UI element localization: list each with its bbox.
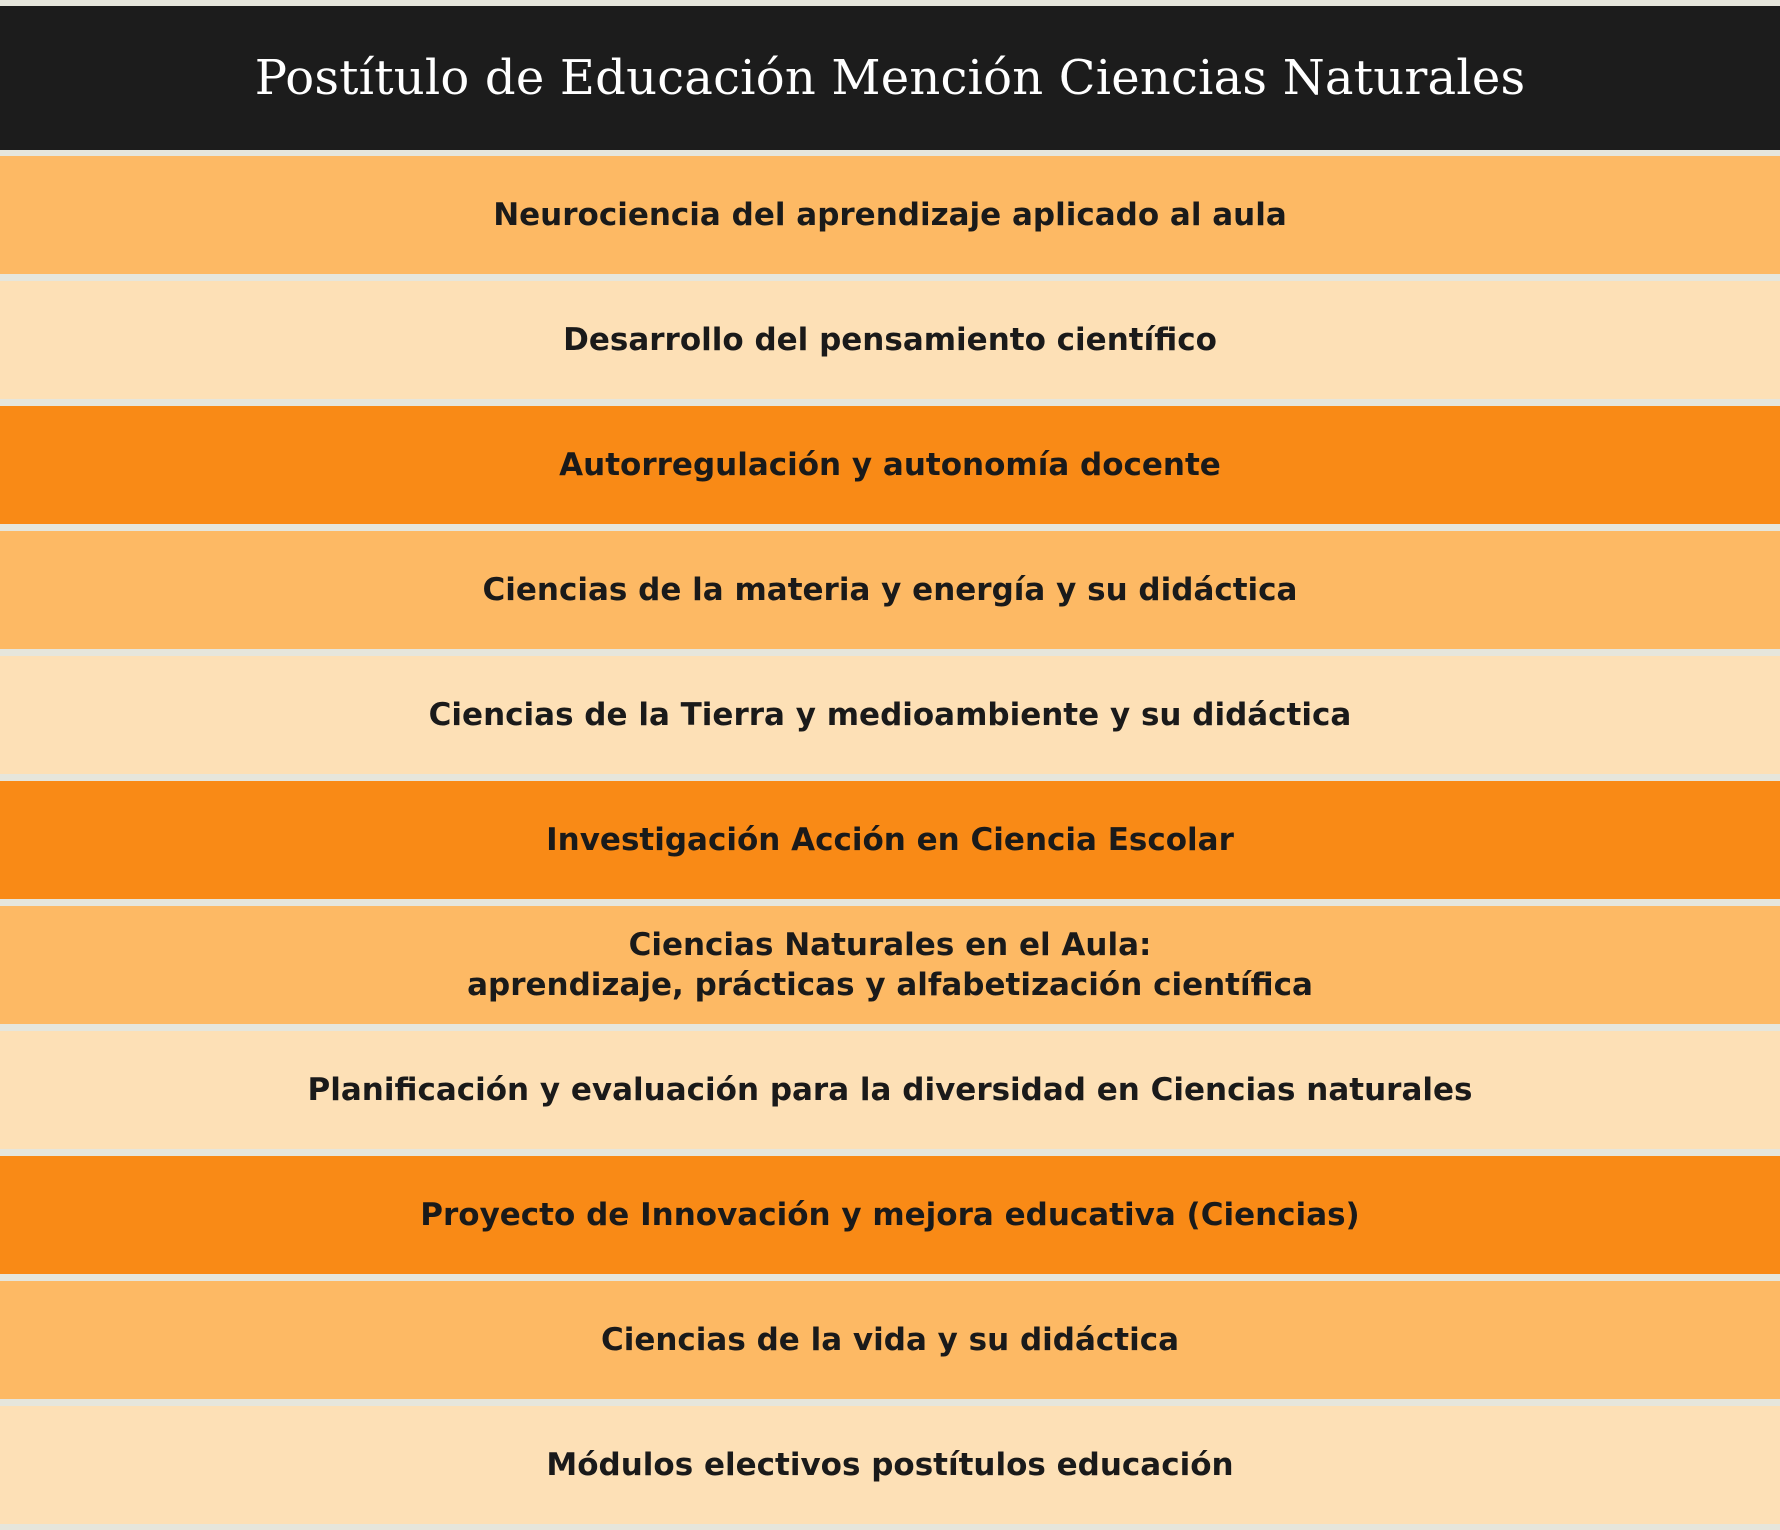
module-row-neurociencia[interactable] — [0, 156, 1780, 274]
module-label: Neurociencia del aprendizaje aplicado al aula — [493, 197, 1287, 233]
module-label: Investigación Acción en Ciencia Escolar — [546, 822, 1234, 858]
module-label: Autorregulación y autonomía docente — [559, 447, 1221, 483]
module-row-tierra-medioambiente[interactable] — [0, 656, 1780, 774]
module-row-planificacion-evaluacion[interactable] — [0, 1031, 1780, 1149]
module-row-autorregulacion[interactable] — [0, 406, 1780, 524]
module-label: Planificación y evaluación para la diversidad en Ciencias naturales — [307, 1072, 1473, 1108]
module-label: Ciencias de la Tierra y medioambiente y su didáctica — [428, 697, 1352, 733]
page-title: Postítulo de Educación Mención Ciencias Naturales — [254, 50, 1526, 106]
module-label: Ciencias de la materia y energía y su didáctica — [482, 572, 1298, 608]
page-header — [0, 6, 1780, 150]
module-row-materia-energia[interactable] — [0, 531, 1780, 649]
module-label: Desarrollo del pensamiento científico — [563, 322, 1217, 358]
module-label: Ciencias de la vida y su didáctica — [600, 1322, 1180, 1358]
module-list — [0, 156, 1780, 1530]
module-row-proyecto-innovacion[interactable] — [0, 1156, 1780, 1274]
module-row-ciencias-en-el-aula[interactable] — [0, 906, 1780, 1024]
module-label: Módulos electivos postítulos educación — [546, 1447, 1234, 1483]
module-row-pensamiento-cientifico[interactable] — [0, 281, 1780, 399]
module-row-investigacion-accion[interactable] — [0, 781, 1780, 899]
module-row-ciencias-de-la-vida[interactable] — [0, 1281, 1780, 1399]
module-label: Proyecto de Innovación y mejora educativa (Ciencias) — [420, 1197, 1360, 1233]
module-row-modulos-electivos[interactable] — [0, 1406, 1780, 1524]
module-label: Ciencias Naturales en el Aula: aprendizaje, prácticas y alfabetización científica — [467, 927, 1313, 1003]
